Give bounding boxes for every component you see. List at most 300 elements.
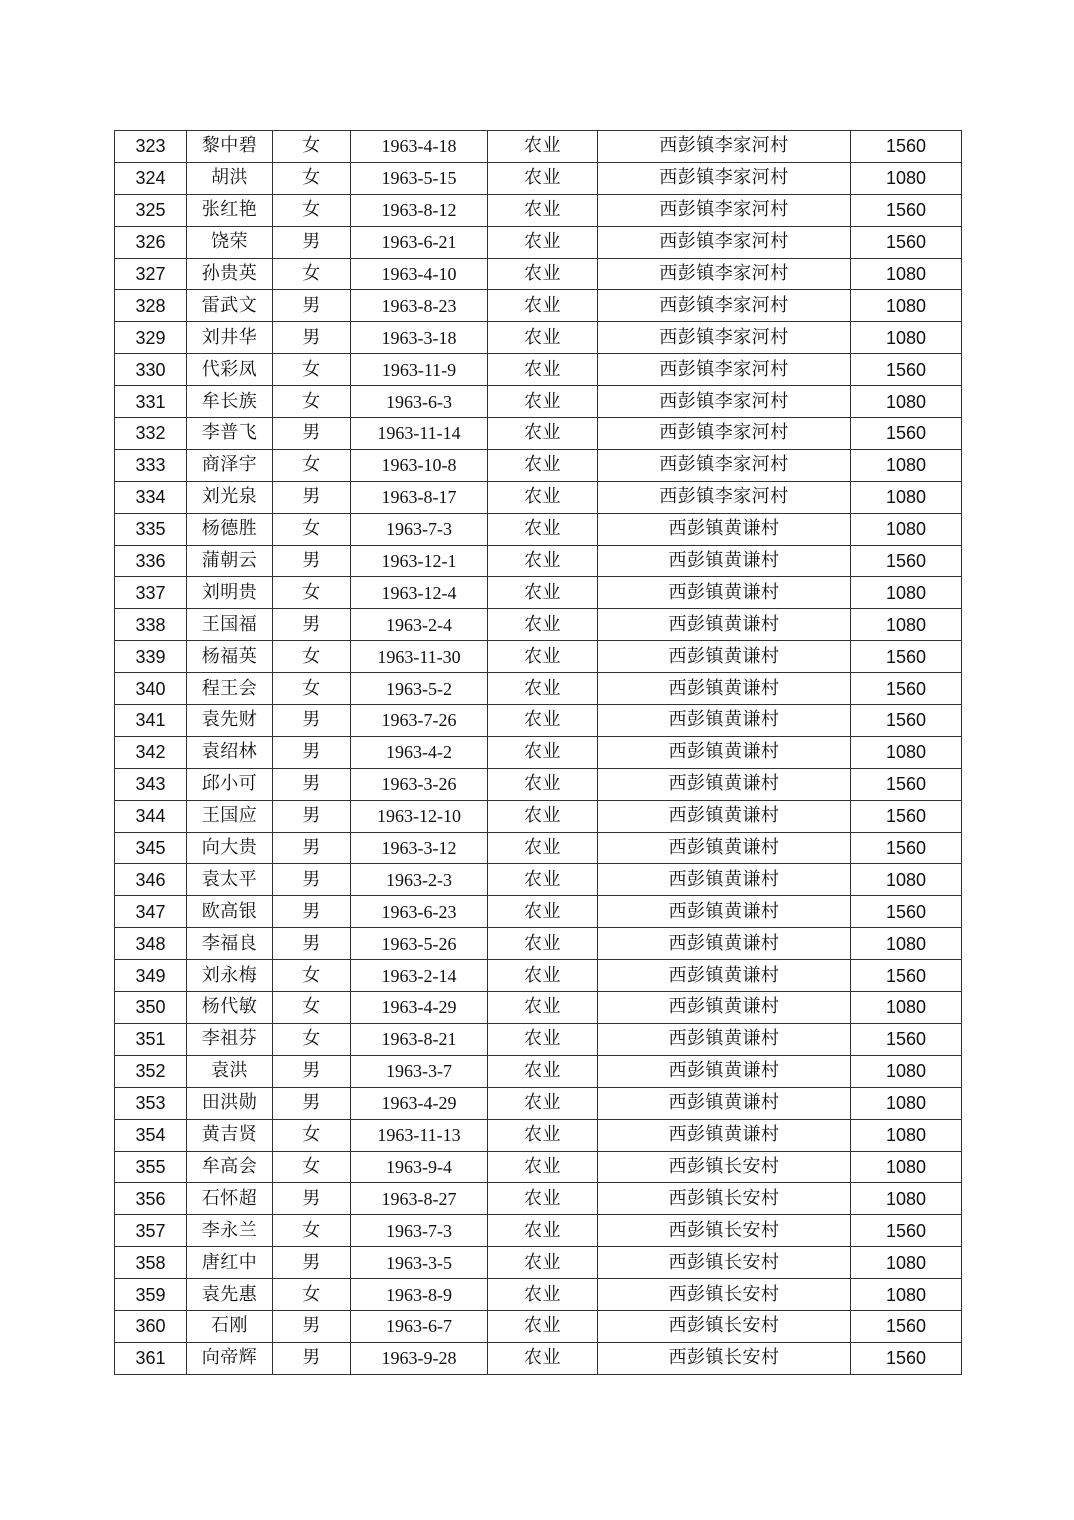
table-row [115, 1279, 962, 1311]
amount-cell: 1560 [851, 641, 962, 673]
row-number-cell: 325 [115, 194, 187, 226]
gender-cell: 女 [273, 386, 351, 418]
occupation-cell: 农业 [488, 800, 598, 832]
birth-date-cell: 1963-8-9 [351, 1279, 488, 1311]
amount-cell: 1080 [851, 1055, 962, 1087]
person-name-cell: 李普飞 [187, 418, 273, 450]
row-number-cell: 340 [115, 673, 187, 705]
occupation-cell: 农业 [488, 673, 598, 705]
gender-cell: 男 [273, 705, 351, 737]
person-name-cell: 孙贵英 [187, 258, 273, 290]
amount-cell: 1560 [851, 800, 962, 832]
gender-cell: 男 [273, 322, 351, 354]
row-number-cell: 358 [115, 1247, 187, 1279]
occupation-cell: 农业 [488, 736, 598, 768]
birth-date-cell: 1963-3-7 [351, 1055, 488, 1087]
birth-date-cell: 1963-3-18 [351, 322, 488, 354]
row-number-cell: 348 [115, 928, 187, 960]
table-row [115, 354, 962, 386]
amount-cell: 1080 [851, 992, 962, 1024]
birth-date-cell: 1963-3-26 [351, 768, 488, 800]
amount-cell: 1080 [851, 736, 962, 768]
amount-cell: 1560 [851, 545, 962, 577]
address-cell: 西彭镇黄谦村 [598, 960, 851, 992]
birth-date-cell: 1963-12-4 [351, 577, 488, 609]
table-row [115, 322, 962, 354]
birth-date-cell: 1963-2-4 [351, 609, 488, 641]
occupation-cell: 农业 [488, 545, 598, 577]
occupation-cell: 农业 [488, 577, 598, 609]
person-name-cell: 刘明贵 [187, 577, 273, 609]
row-number-cell: 334 [115, 481, 187, 513]
gender-cell: 女 [273, 641, 351, 673]
row-number-cell: 361 [115, 1342, 187, 1374]
row-number-cell: 326 [115, 226, 187, 258]
amount-cell: 1080 [851, 386, 962, 418]
birth-date-cell: 1963-5-15 [351, 162, 488, 194]
roster-table [114, 130, 962, 1375]
address-cell: 西彭镇黄谦村 [598, 736, 851, 768]
gender-cell: 女 [273, 1279, 351, 1311]
occupation-cell: 农业 [488, 513, 598, 545]
table-row [115, 1087, 962, 1119]
gender-cell: 男 [273, 1055, 351, 1087]
occupation-cell: 农业 [488, 1151, 598, 1183]
occupation-cell: 农业 [488, 1279, 598, 1311]
table-row [115, 577, 962, 609]
row-number-cell: 331 [115, 386, 187, 418]
table-row [115, 545, 962, 577]
row-number-cell: 323 [115, 131, 187, 163]
amount-cell: 1080 [851, 864, 962, 896]
amount-cell: 1560 [851, 131, 962, 163]
birth-date-cell: 1963-12-1 [351, 545, 488, 577]
row-number-cell: 324 [115, 162, 187, 194]
occupation-cell: 农业 [488, 162, 598, 194]
amount-cell: 1080 [851, 322, 962, 354]
birth-date-cell: 1963-11-30 [351, 641, 488, 673]
table-row [115, 386, 962, 418]
row-number-cell: 339 [115, 641, 187, 673]
person-name-cell: 刘永梅 [187, 960, 273, 992]
row-number-cell: 335 [115, 513, 187, 545]
address-cell: 西彭镇李家河村 [598, 418, 851, 450]
row-number-cell: 349 [115, 960, 187, 992]
amount-cell: 1560 [851, 705, 962, 737]
address-cell: 西彭镇长安村 [598, 1183, 851, 1215]
birth-date-cell: 1963-9-28 [351, 1342, 488, 1374]
address-cell: 西彭镇黄谦村 [598, 1055, 851, 1087]
gender-cell: 女 [273, 1151, 351, 1183]
address-cell: 西彭镇长安村 [598, 1247, 851, 1279]
address-cell: 西彭镇李家河村 [598, 258, 851, 290]
amount-cell: 1080 [851, 513, 962, 545]
table-row [115, 418, 962, 450]
amount-cell: 1080 [851, 1151, 962, 1183]
person-name-cell: 李祖芬 [187, 1023, 273, 1055]
row-number-cell: 333 [115, 449, 187, 481]
gender-cell: 女 [273, 992, 351, 1024]
address-cell: 西彭镇李家河村 [598, 386, 851, 418]
occupation-cell: 农业 [488, 194, 598, 226]
table-row [115, 1055, 962, 1087]
gender-cell: 男 [273, 1310, 351, 1342]
row-number-cell: 350 [115, 992, 187, 1024]
gender-cell: 女 [273, 449, 351, 481]
row-number-cell: 359 [115, 1279, 187, 1311]
birth-date-cell: 1963-11-13 [351, 1119, 488, 1151]
occupation-cell: 农业 [488, 705, 598, 737]
address-cell: 西彭镇李家河村 [598, 194, 851, 226]
address-cell: 西彭镇黄谦村 [598, 705, 851, 737]
gender-cell: 男 [273, 832, 351, 864]
row-number-cell: 338 [115, 609, 187, 641]
address-cell: 西彭镇黄谦村 [598, 545, 851, 577]
table-row [115, 194, 962, 226]
row-number-cell: 336 [115, 545, 187, 577]
birth-date-cell: 1963-2-3 [351, 864, 488, 896]
occupation-cell: 农业 [488, 1310, 598, 1342]
person-name-cell: 向大贵 [187, 832, 273, 864]
person-name-cell: 袁洪 [187, 1055, 273, 1087]
address-cell: 西彭镇李家河村 [598, 322, 851, 354]
birth-date-cell: 1963-8-12 [351, 194, 488, 226]
occupation-cell: 农业 [488, 354, 598, 386]
address-cell: 西彭镇长安村 [598, 1279, 851, 1311]
table-row [115, 290, 962, 322]
address-cell: 西彭镇李家河村 [598, 226, 851, 258]
occupation-cell: 农业 [488, 386, 598, 418]
row-number-cell: 345 [115, 832, 187, 864]
row-number-cell: 353 [115, 1087, 187, 1119]
gender-cell: 男 [273, 609, 351, 641]
occupation-cell: 农业 [488, 832, 598, 864]
occupation-cell: 农业 [488, 960, 598, 992]
address-cell: 西彭镇李家河村 [598, 449, 851, 481]
address-cell: 西彭镇黄谦村 [598, 992, 851, 1024]
amount-cell: 1560 [851, 896, 962, 928]
table-row [115, 1119, 962, 1151]
table-row [115, 864, 962, 896]
amount-cell: 1080 [851, 577, 962, 609]
table-row [115, 800, 962, 832]
table-row [115, 449, 962, 481]
birth-date-cell: 1963-5-2 [351, 673, 488, 705]
address-cell: 西彭镇黄谦村 [598, 928, 851, 960]
occupation-cell: 农业 [488, 1247, 598, 1279]
person-name-cell: 袁先惠 [187, 1279, 273, 1311]
birth-date-cell: 1963-3-5 [351, 1247, 488, 1279]
birth-date-cell: 1963-7-3 [351, 513, 488, 545]
table-row [115, 705, 962, 737]
birth-date-cell: 1963-7-26 [351, 705, 488, 737]
birth-date-cell: 1963-6-3 [351, 386, 488, 418]
gender-cell: 男 [273, 768, 351, 800]
gender-cell: 男 [273, 1247, 351, 1279]
roster-body [115, 131, 962, 1375]
address-cell: 西彭镇黄谦村 [598, 513, 851, 545]
occupation-cell: 农业 [488, 290, 598, 322]
table-row [115, 258, 962, 290]
gender-cell: 男 [273, 736, 351, 768]
amount-cell: 1560 [851, 768, 962, 800]
occupation-cell: 农业 [488, 641, 598, 673]
amount-cell: 1560 [851, 1342, 962, 1374]
person-name-cell: 袁太平 [187, 864, 273, 896]
person-name-cell: 李福良 [187, 928, 273, 960]
occupation-cell: 农业 [488, 1342, 598, 1374]
occupation-cell: 农业 [488, 1055, 598, 1087]
address-cell: 西彭镇黄谦村 [598, 896, 851, 928]
address-cell: 西彭镇黄谦村 [598, 864, 851, 896]
person-name-cell: 牟高会 [187, 1151, 273, 1183]
row-number-cell: 342 [115, 736, 187, 768]
person-name-cell: 商泽宇 [187, 449, 273, 481]
birth-date-cell: 1963-8-21 [351, 1023, 488, 1055]
person-name-cell: 邱小可 [187, 768, 273, 800]
person-name-cell: 黎中碧 [187, 131, 273, 163]
person-name-cell: 杨德胜 [187, 513, 273, 545]
amount-cell: 1080 [851, 1119, 962, 1151]
person-name-cell: 胡洪 [187, 162, 273, 194]
table-row [115, 1215, 962, 1247]
occupation-cell: 农业 [488, 864, 598, 896]
person-name-cell: 王国福 [187, 609, 273, 641]
person-name-cell: 程王会 [187, 673, 273, 705]
table-row [115, 609, 962, 641]
birth-date-cell: 1963-4-29 [351, 1087, 488, 1119]
address-cell: 西彭镇黄谦村 [598, 609, 851, 641]
amount-cell: 1560 [851, 226, 962, 258]
address-cell: 西彭镇黄谦村 [598, 800, 851, 832]
birth-date-cell: 1963-4-10 [351, 258, 488, 290]
gender-cell: 男 [273, 1183, 351, 1215]
birth-date-cell: 1963-11-9 [351, 354, 488, 386]
gender-cell: 女 [273, 960, 351, 992]
gender-cell: 女 [273, 1119, 351, 1151]
gender-cell: 女 [273, 354, 351, 386]
person-name-cell: 张红艳 [187, 194, 273, 226]
row-number-cell: 360 [115, 1310, 187, 1342]
address-cell: 西彭镇李家河村 [598, 290, 851, 322]
gender-cell: 女 [273, 194, 351, 226]
address-cell: 西彭镇长安村 [598, 1310, 851, 1342]
gender-cell: 女 [273, 131, 351, 163]
gender-cell: 女 [273, 162, 351, 194]
table-row [115, 1183, 962, 1215]
person-name-cell: 饶荣 [187, 226, 273, 258]
amount-cell: 1080 [851, 1087, 962, 1119]
birth-date-cell: 1963-4-18 [351, 131, 488, 163]
birth-date-cell: 1963-7-3 [351, 1215, 488, 1247]
amount-cell: 1560 [851, 418, 962, 450]
gender-cell: 男 [273, 928, 351, 960]
occupation-cell: 农业 [488, 768, 598, 800]
amount-cell: 1080 [851, 1279, 962, 1311]
gender-cell: 男 [273, 290, 351, 322]
gender-cell: 男 [273, 864, 351, 896]
gender-cell: 男 [273, 1087, 351, 1119]
person-name-cell: 欧高银 [187, 896, 273, 928]
amount-cell: 1080 [851, 449, 962, 481]
amount-cell: 1080 [851, 1183, 962, 1215]
table-row [115, 481, 962, 513]
occupation-cell: 农业 [488, 258, 598, 290]
birth-date-cell: 1963-8-17 [351, 481, 488, 513]
person-name-cell: 黄吉贤 [187, 1119, 273, 1151]
birth-date-cell: 1963-10-8 [351, 449, 488, 481]
row-number-cell: 346 [115, 864, 187, 896]
table-row [115, 1342, 962, 1374]
table-row [115, 162, 962, 194]
table-row [115, 1247, 962, 1279]
gender-cell: 女 [273, 1023, 351, 1055]
table-row [115, 768, 962, 800]
row-number-cell: 354 [115, 1119, 187, 1151]
gender-cell: 男 [273, 800, 351, 832]
person-name-cell: 蒲朝云 [187, 545, 273, 577]
occupation-cell: 农业 [488, 1215, 598, 1247]
gender-cell: 男 [273, 418, 351, 450]
gender-cell: 男 [273, 896, 351, 928]
address-cell: 西彭镇黄谦村 [598, 1119, 851, 1151]
person-name-cell: 雷武文 [187, 290, 273, 322]
address-cell: 西彭镇李家河村 [598, 481, 851, 513]
amount-cell: 1080 [851, 481, 962, 513]
amount-cell: 1560 [851, 1215, 962, 1247]
amount-cell: 1560 [851, 673, 962, 705]
birth-date-cell: 1963-4-29 [351, 992, 488, 1024]
table-row [115, 131, 962, 163]
row-number-cell: 344 [115, 800, 187, 832]
gender-cell: 女 [273, 577, 351, 609]
row-number-cell: 356 [115, 1183, 187, 1215]
occupation-cell: 农业 [488, 1023, 598, 1055]
person-name-cell: 田洪勋 [187, 1087, 273, 1119]
gender-cell: 男 [273, 226, 351, 258]
person-name-cell: 向帝辉 [187, 1342, 273, 1374]
row-number-cell: 337 [115, 577, 187, 609]
table-row [115, 928, 962, 960]
amount-cell: 1080 [851, 258, 962, 290]
person-name-cell: 石怀超 [187, 1183, 273, 1215]
occupation-cell: 农业 [488, 131, 598, 163]
row-number-cell: 357 [115, 1215, 187, 1247]
birth-date-cell: 1963-11-14 [351, 418, 488, 450]
occupation-cell: 农业 [488, 928, 598, 960]
amount-cell: 1560 [851, 194, 962, 226]
address-cell: 西彭镇黄谦村 [598, 832, 851, 864]
amount-cell: 1080 [851, 928, 962, 960]
row-number-cell: 347 [115, 896, 187, 928]
table-row [115, 641, 962, 673]
address-cell: 西彭镇李家河村 [598, 162, 851, 194]
address-cell: 西彭镇长安村 [598, 1342, 851, 1374]
person-name-cell: 唐红中 [187, 1247, 273, 1279]
occupation-cell: 农业 [488, 609, 598, 641]
occupation-cell: 农业 [488, 481, 598, 513]
person-name-cell: 袁先财 [187, 705, 273, 737]
row-number-cell: 328 [115, 290, 187, 322]
birth-date-cell: 1963-5-26 [351, 928, 488, 960]
person-name-cell: 刘光泉 [187, 481, 273, 513]
occupation-cell: 农业 [488, 1119, 598, 1151]
occupation-cell: 农业 [488, 322, 598, 354]
amount-cell: 1560 [851, 354, 962, 386]
row-number-cell: 330 [115, 354, 187, 386]
address-cell: 西彭镇黄谦村 [598, 1087, 851, 1119]
amount-cell: 1560 [851, 1310, 962, 1342]
amount-cell: 1560 [851, 832, 962, 864]
table-row [115, 896, 962, 928]
person-name-cell: 牟长族 [187, 386, 273, 418]
amount-cell: 1080 [851, 290, 962, 322]
person-name-cell: 杨福英 [187, 641, 273, 673]
gender-cell: 女 [273, 258, 351, 290]
amount-cell: 1080 [851, 1247, 962, 1279]
occupation-cell: 农业 [488, 226, 598, 258]
row-number-cell: 332 [115, 418, 187, 450]
row-number-cell: 343 [115, 768, 187, 800]
occupation-cell: 农业 [488, 896, 598, 928]
address-cell: 西彭镇黄谦村 [598, 673, 851, 705]
table-row [115, 673, 962, 705]
occupation-cell: 农业 [488, 418, 598, 450]
row-number-cell: 327 [115, 258, 187, 290]
occupation-cell: 农业 [488, 992, 598, 1024]
table-row [115, 992, 962, 1024]
gender-cell: 女 [273, 513, 351, 545]
address-cell: 西彭镇黄谦村 [598, 768, 851, 800]
address-cell: 西彭镇黄谦村 [598, 577, 851, 609]
birth-date-cell: 1963-12-10 [351, 800, 488, 832]
gender-cell: 女 [273, 1215, 351, 1247]
occupation-cell: 农业 [488, 1087, 598, 1119]
person-name-cell: 杨代敏 [187, 992, 273, 1024]
row-number-cell: 351 [115, 1023, 187, 1055]
occupation-cell: 农业 [488, 449, 598, 481]
occupation-cell: 农业 [488, 1183, 598, 1215]
person-name-cell: 石刚 [187, 1310, 273, 1342]
table-row [115, 226, 962, 258]
address-cell: 西彭镇李家河村 [598, 354, 851, 386]
person-name-cell: 袁绍林 [187, 736, 273, 768]
birth-date-cell: 1963-6-23 [351, 896, 488, 928]
birth-date-cell: 1963-4-2 [351, 736, 488, 768]
table-row [115, 832, 962, 864]
person-name-cell: 刘井华 [187, 322, 273, 354]
table-row [115, 736, 962, 768]
birth-date-cell: 1963-2-14 [351, 960, 488, 992]
row-number-cell: 352 [115, 1055, 187, 1087]
person-name-cell: 王国应 [187, 800, 273, 832]
address-cell: 西彭镇黄谦村 [598, 1023, 851, 1055]
gender-cell: 男 [273, 481, 351, 513]
birth-date-cell: 1963-6-21 [351, 226, 488, 258]
address-cell: 西彭镇李家河村 [598, 131, 851, 163]
table-row [115, 1310, 962, 1342]
gender-cell: 男 [273, 1342, 351, 1374]
address-cell: 西彭镇长安村 [598, 1151, 851, 1183]
birth-date-cell: 1963-6-7 [351, 1310, 488, 1342]
table-row [115, 1023, 962, 1055]
gender-cell: 男 [273, 545, 351, 577]
row-number-cell: 329 [115, 322, 187, 354]
amount-cell: 1080 [851, 162, 962, 194]
person-name-cell: 代彩凤 [187, 354, 273, 386]
table-row [115, 513, 962, 545]
address-cell: 西彭镇黄谦村 [598, 641, 851, 673]
